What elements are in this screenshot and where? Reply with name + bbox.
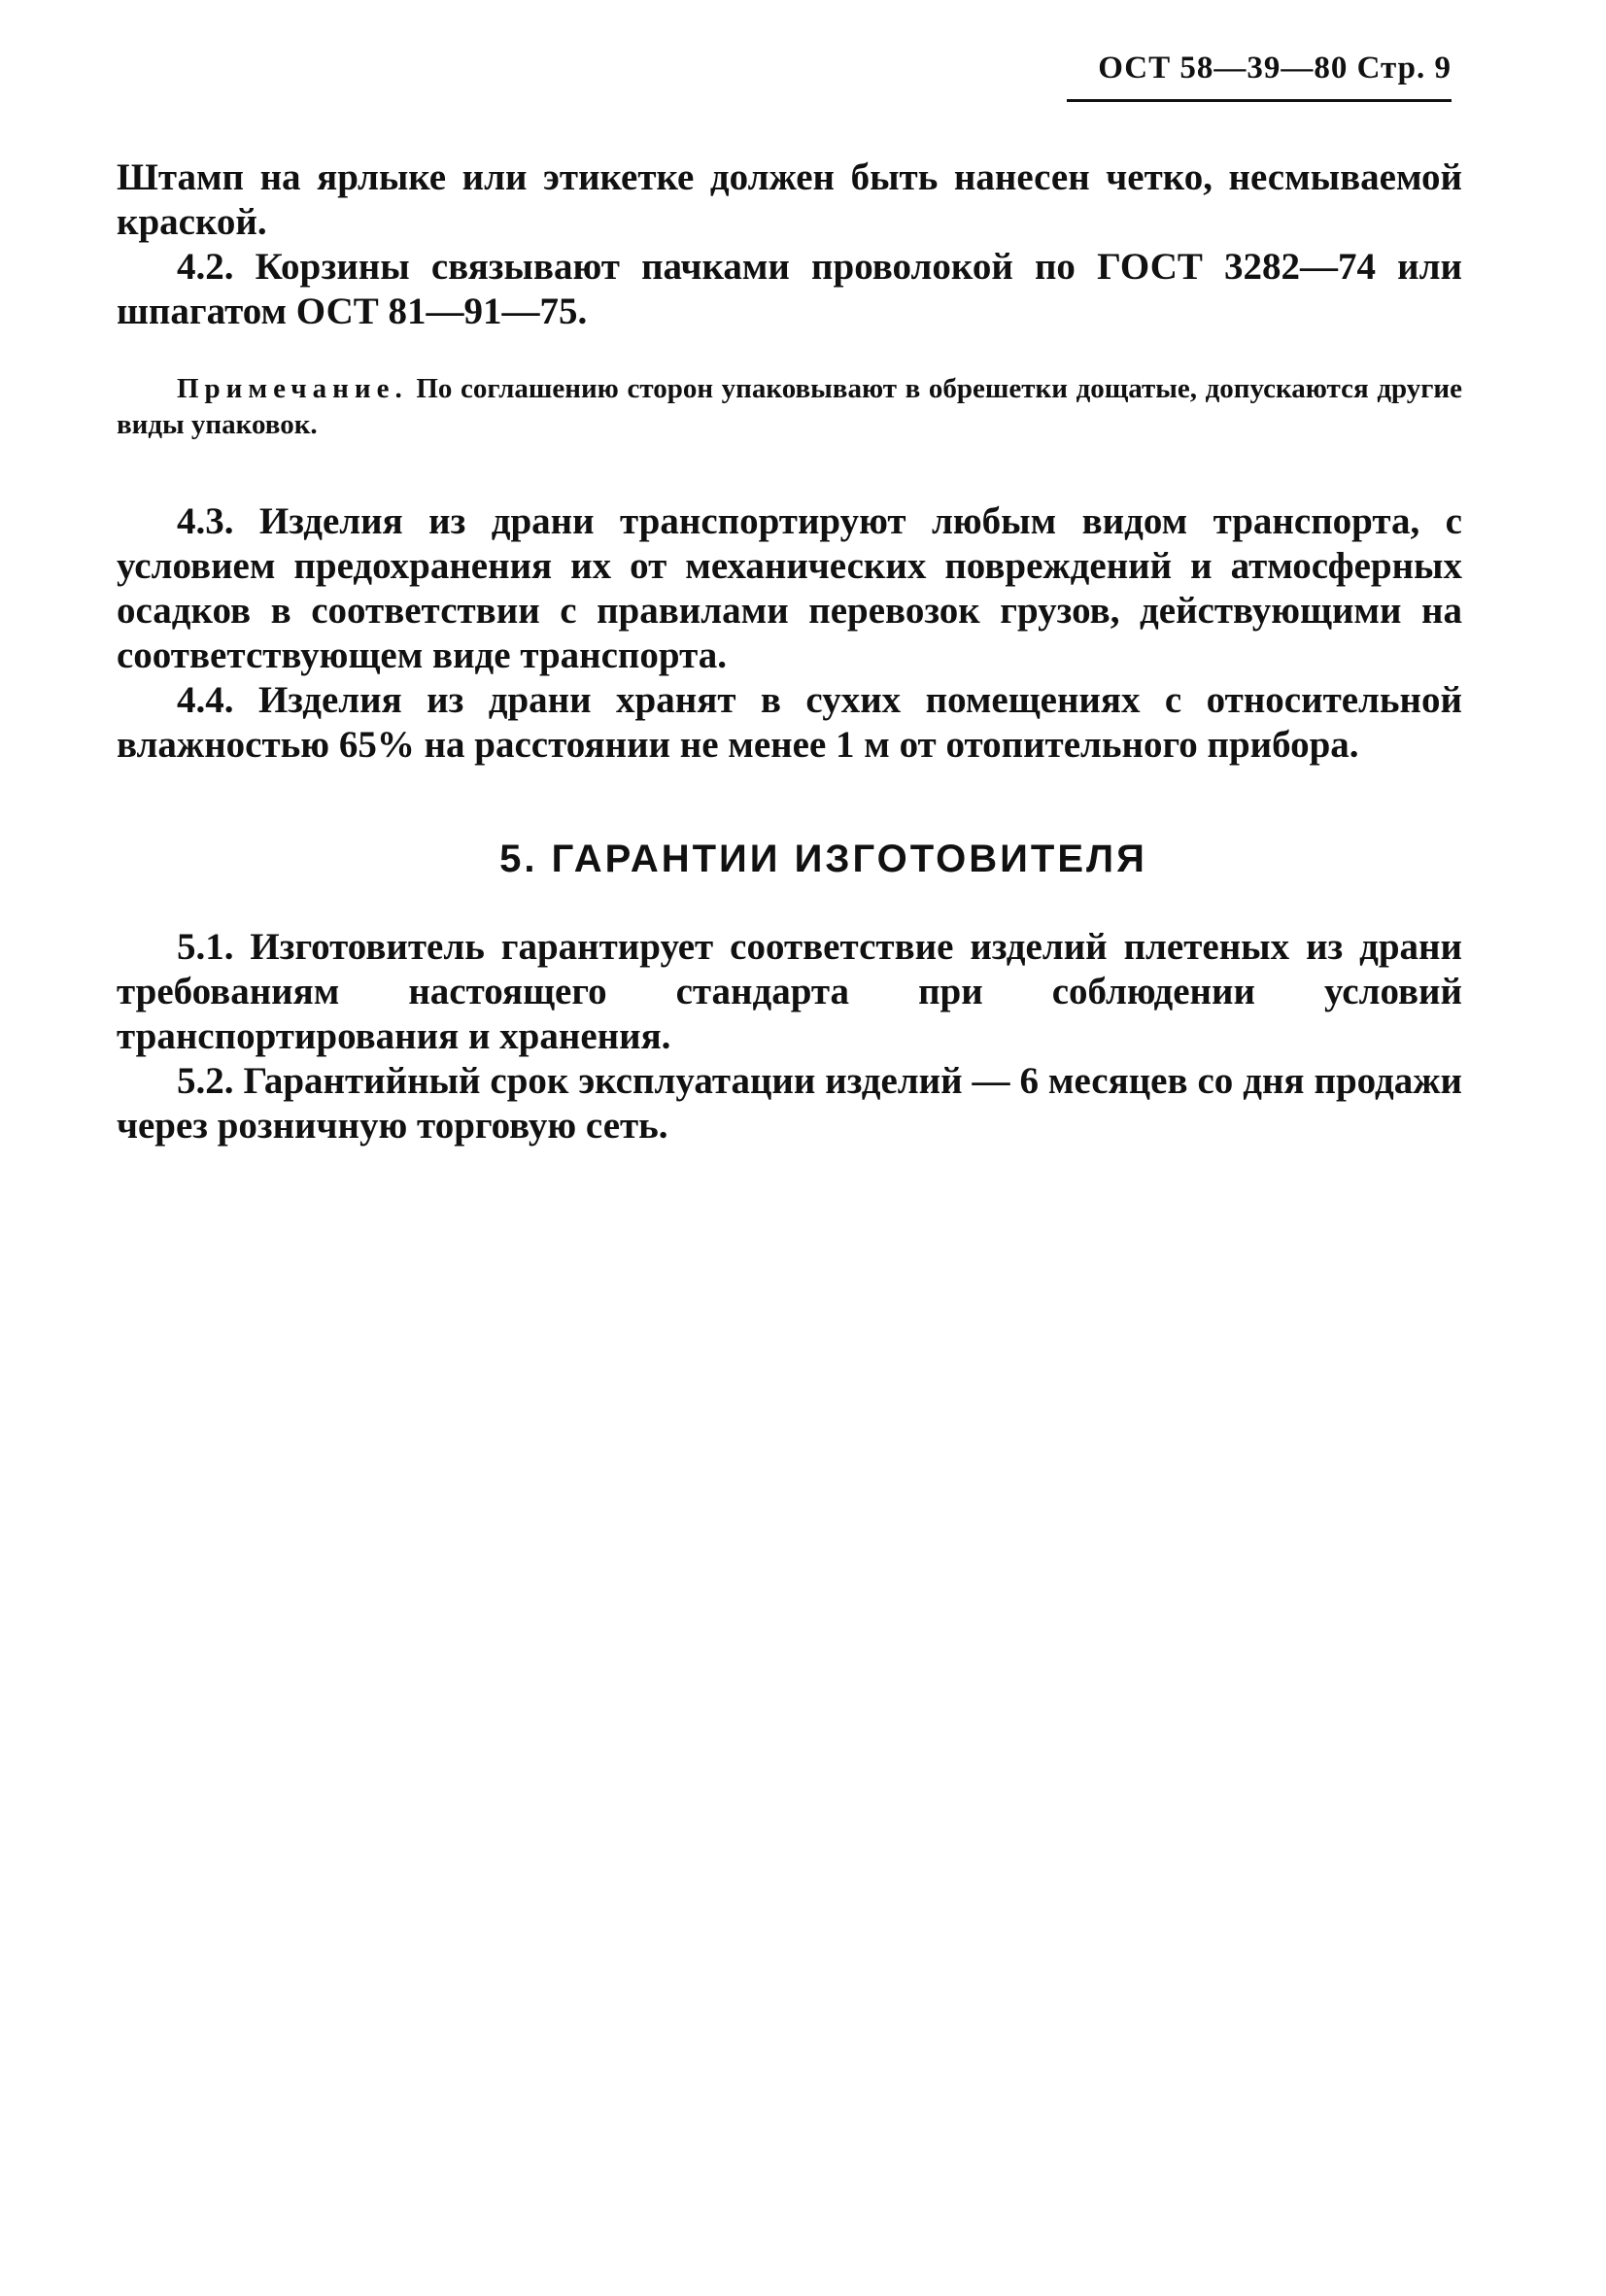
paragraph-5-1: 5.1. Изготовитель гарантирует соответствие изделий плетеных из драни требованиям настоящего стандарта при соблюдении условий транспортирования и хранения.: [117, 926, 1462, 1057]
note: [117, 371, 1462, 443]
section-title-5: 5. ГАРАНТИИ ИЗГОТОВИТЕЛЯ: [499, 838, 1147, 880]
paragraph-4-2: 4.2. Корзины связывают пачками проволокой по ГОСТ 3282—74 или шпагатом ОСТ 81—91—75.: [117, 246, 1462, 332]
paragraph-4-3: 4.3. Изделия из драни транспортируют любым видом транспорта, с условием предохранения их от механических повреждений и атмосферных осадков в соответствии с правилами перевозок грузов, действующими на соответствующем виде транспорта.: [117, 500, 1462, 676]
paragraph-5-2: 5.2. Гарантийный срок эксплуатации изделий — 6 месяцев со дня продажи через розничную торговую сеть.: [117, 1060, 1462, 1147]
note-label: Примечание.: [177, 373, 408, 404]
header-rule: [1067, 99, 1452, 102]
note-text: По соглашению сторон упаковывают в обрешетки дощатые, допускаются другие виды упаковок.: [117, 373, 1462, 440]
paragraph-stamp: Штамп на ярлыке или этикетке должен быть нанесен четко, несмываемой краской.: [117, 156, 1462, 243]
document-body: [117, 155, 1462, 1148]
paragraph-4-4: 4.4. Изделия из драни хранят в сухих помещениях с относительной влажностью 65% на расстоянии не менее 1 м от отопительного прибора.: [117, 679, 1462, 766]
page-header: ОСТ 58—39—80 Стр. 9: [1098, 51, 1452, 86]
